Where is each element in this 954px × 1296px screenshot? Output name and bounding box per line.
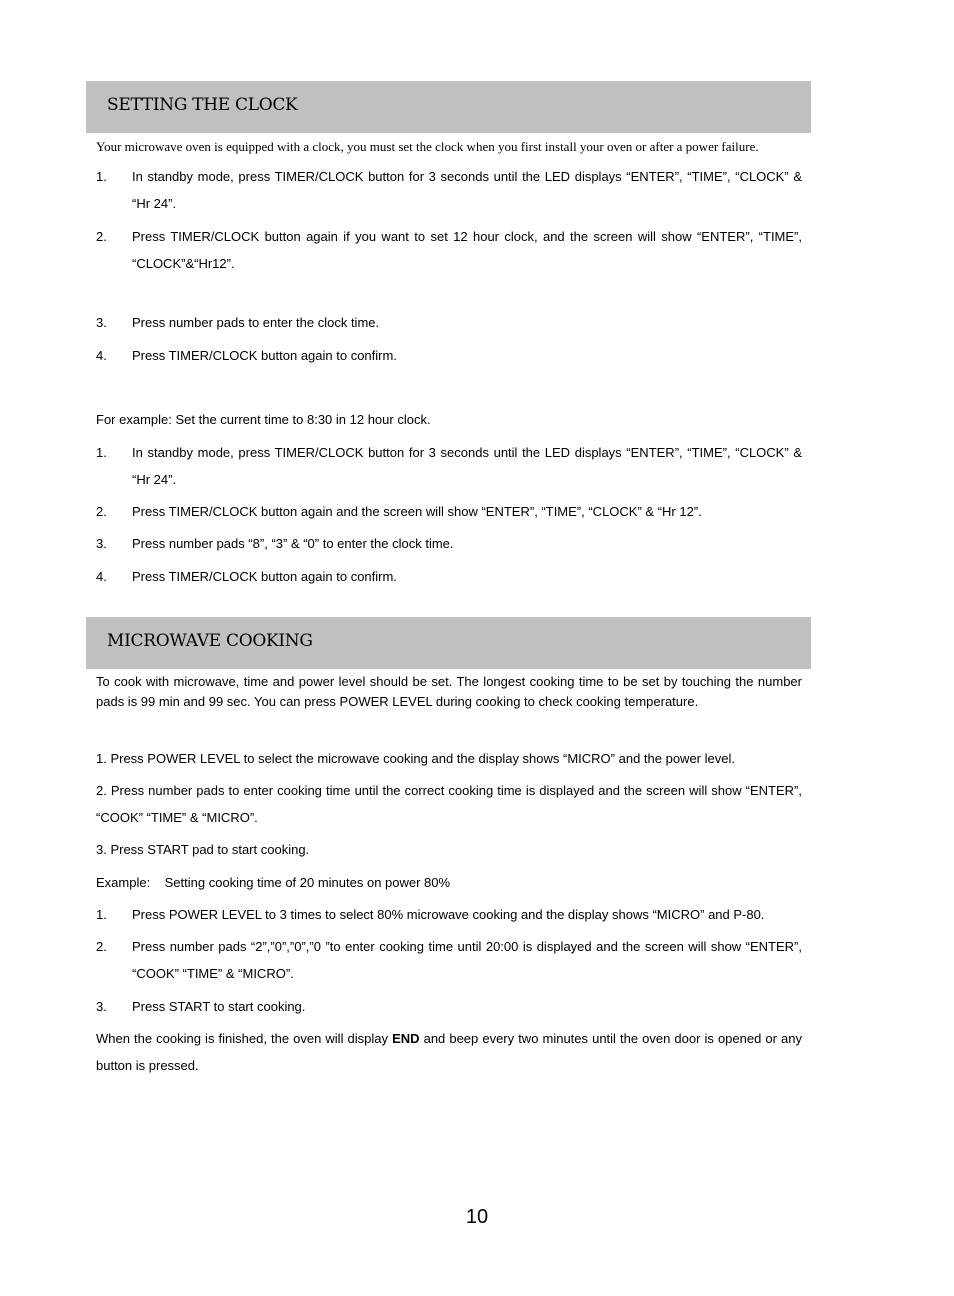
finish-text-before: When the cooking is finished, the oven will display [96, 1031, 393, 1046]
step-text: Press TIMER/CLOCK button again to confirm. [132, 569, 397, 584]
end-display-text: END [392, 1031, 420, 1046]
step-number: 2. [96, 229, 107, 244]
step-number: 2. [96, 939, 107, 954]
step-text: In standby mode, press TIMER/CLOCK button for 3 seconds until the LED displays “ENTER”, “TIME”, “CLOCK” & “Hr 24”. [132, 445, 802, 487]
step-number: 1. [96, 169, 107, 184]
step-text: Press number pads “8”, “3” & “0” to enter the clock time. [132, 536, 454, 551]
step-number: 3. [96, 999, 107, 1014]
step-number: 4. [96, 569, 107, 584]
micro-finish-note [96, 1025, 802, 1079]
step-text: Press number pads to enter the clock time. [132, 315, 380, 330]
micro-section-header [86, 617, 811, 669]
step-text: Press TIMER/CLOCK button again if you want to set 12 hour clock, and the screen will show “ENTER”, “TIME”, “CLOCK”&“Hr12”. [132, 229, 802, 271]
clock-intro: Your microwave oven is equipped with a clock, you must set the clock when you first install your oven or after a power failure. [96, 139, 759, 154]
micro-section-title: MICROWAVE COOKING [107, 631, 313, 651]
step-number: 2. [96, 504, 107, 519]
step-number: 3. [96, 315, 107, 330]
step-text: Press TIMER/CLOCK button again to confirm. [132, 348, 397, 363]
micro-intro: To cook with microwave, time and power level should be set. The longest cooking time to be set by touching the number pads is 99 min and 99 sec. You can press POWER LEVEL during cooking to check cooking temperature. [96, 674, 802, 709]
step-text: Press POWER LEVEL to 3 times to select 80% microwave cooking and the display shows “MICRO” and P-80. [132, 907, 765, 922]
step-text: In standby mode, press TIMER/CLOCK button for 3 seconds until the LED displays “ENTER”, “TIME”, “CLOCK” & “Hr 24”. [132, 169, 802, 211]
clock-section-title: SETTING THE CLOCK [107, 95, 298, 115]
micro-step: 1. Press POWER LEVEL to select the microwave cooking and the display shows “MICRO” and the power level. [96, 751, 735, 766]
step-number: 4. [96, 348, 107, 363]
clock-section-header [86, 81, 811, 133]
micro-step: 3. Press START pad to start cooking. [96, 842, 310, 857]
step-number: 3. [96, 536, 107, 551]
step-number: 1. [96, 907, 107, 922]
step-text: Press TIMER/CLOCK button again and the screen will show “ENTER”, “TIME”, “CLOCK” & “Hr 12”. [132, 504, 702, 519]
page-number: 10 [465, 1206, 489, 1228]
micro-example-intro: Example: Setting cooking time of 20 minutes on power 80% [96, 875, 451, 890]
step-text: Press START to start cooking. [132, 999, 306, 1014]
step-number: 1. [96, 445, 107, 460]
clock-example-intro: For example: Set the current time to 8:30 in 12 hour clock. [96, 412, 431, 427]
step-text: Press number pads “2”,”0”,”0”,”0 ”to enter cooking time until 20:00 is displayed and the screen will show “ENTER”, “COOK” “TIME” & “MICRO”. [132, 939, 802, 981]
micro-step: 2. Press number pads to enter cooking time until the correct cooking time is displayed and the screen will show “ENTER”, “COOK” “TIME” & “MICRO”. [96, 783, 802, 825]
finish-text-after: and beep every two minutes until the oven door is opened or any button is pressed. [96, 1031, 802, 1073]
